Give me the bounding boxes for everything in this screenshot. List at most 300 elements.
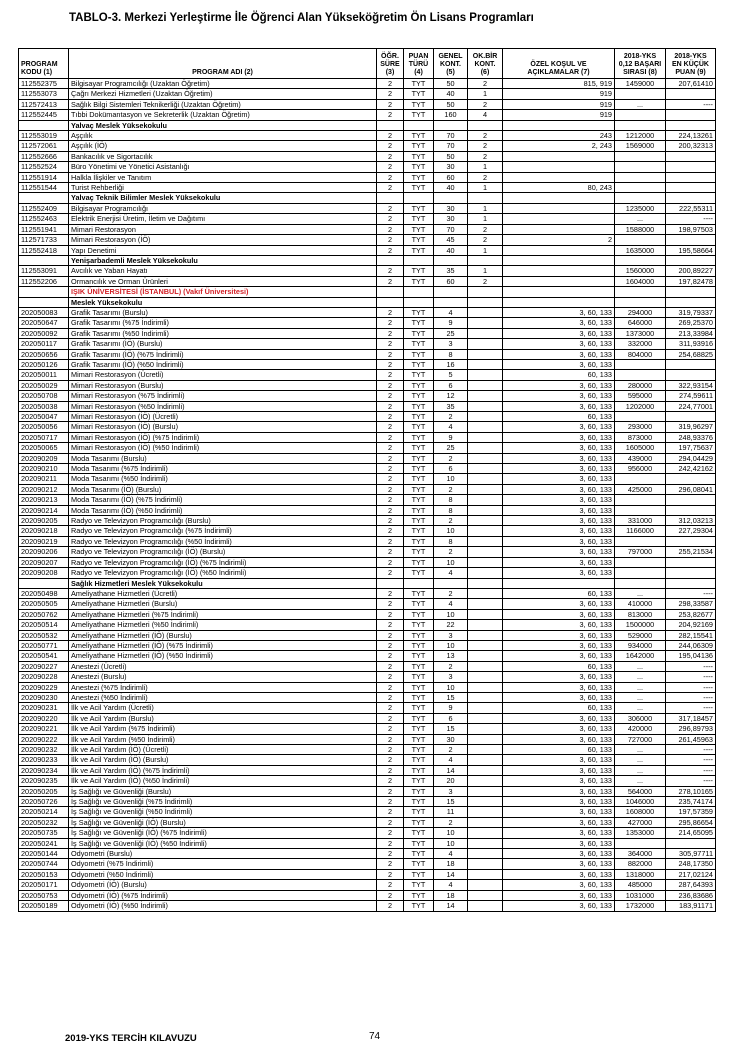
school-first-quota-cell [468,495,503,505]
success-rank-cell: 1500000 [615,620,666,630]
table-row [19,141,716,151]
special-conditions-cell [503,162,615,172]
table-row [19,869,716,879]
program-name-cell: Ameliyathane Hizmetleri (İÖ) (%75 İndirimli) [69,640,377,650]
success-rank-cell: 331000 [615,516,666,526]
program-name-cell: Mimari Restorasyon (%50 İndirimli) [69,401,377,411]
score-type-cell: TYT [404,99,434,109]
program-code-cell: 202090211 [19,474,69,484]
section-code-cell [19,255,69,265]
table-row [19,859,716,869]
duration-cell: 2 [377,880,404,890]
score-type-cell: TYT [404,276,434,286]
program-name-cell: Grafik Tasarımı (İÖ) (Burslu) [69,339,377,349]
success-rank-cell: 410000 [615,599,666,609]
school-name: Sağlık Hizmetleri Meslek Yüksekokulu [69,578,377,588]
special-conditions-cell: 80, 243 [503,183,615,193]
min-score-cell: 227,29304 [666,526,716,536]
min-score-cell: 244,06309 [666,640,716,650]
header-success-rank: 2018-YKS 0,12 BAŞARI SIRASI (8) [615,49,666,79]
min-score-cell: ---- [666,765,716,775]
program-code-cell: 202090235 [19,776,69,786]
section-empty-cell [615,297,666,307]
school-first-quota-cell [468,838,503,848]
program-name-cell: Moda Tasarımı (Burslu) [69,453,377,463]
min-score-cell: 198,97503 [666,224,716,234]
general-quota-cell: 40 [434,245,468,255]
score-type-cell: TYT [404,214,434,224]
min-score-cell: 319,79337 [666,307,716,317]
school-first-quota-cell [468,692,503,702]
section-empty-cell [468,578,503,588]
program-code-cell: 202050771 [19,640,69,650]
success-rank-cell: 1732000 [615,901,666,911]
duration-cell: 2 [377,349,404,359]
special-conditions-cell: 3, 60, 133 [503,776,615,786]
program-name-cell: Odyometri (%50 İndirimli) [69,869,377,879]
program-code-cell: 202090213 [19,495,69,505]
program-name-cell: Sağlık Bilgi Sistemleri Teknikerliği (Uzaktan Öğretim) [69,99,377,109]
special-conditions-cell: 3, 60, 133 [503,318,615,328]
general-quota-cell: 4 [434,849,468,859]
score-type-cell: TYT [404,401,434,411]
duration-cell: 2 [377,599,404,609]
program-name-cell: Ameliyathane Hizmetleri (İÖ) (%50 İndirimli) [69,651,377,661]
success-rank-cell: 1635000 [615,245,666,255]
table-row [19,89,716,99]
table-row [19,214,716,224]
school-first-quota-cell [468,412,503,422]
table-row [19,599,716,609]
score-type-cell: TYT [404,557,434,567]
success-rank-cell: 1569000 [615,141,666,151]
program-code-cell: 202090231 [19,703,69,713]
general-quota-cell: 15 [434,692,468,702]
duration-cell: 2 [377,859,404,869]
general-quota-cell: 10 [434,682,468,692]
success-rank-cell: 934000 [615,640,666,650]
program-name-cell: Moda Tasarımı (%75 İndirimli) [69,464,377,474]
program-code-cell: 202090230 [19,692,69,702]
success-rank-cell: ... [615,755,666,765]
duration-cell: 2 [377,453,404,463]
section-empty-cell [468,297,503,307]
min-score-cell: ---- [666,703,716,713]
header-school-first-quota: OK.BİR KONT. (6) [468,49,503,79]
table-row [19,703,716,713]
program-code-cell: 202050532 [19,630,69,640]
table-row [19,672,716,682]
duration-cell: 2 [377,224,404,234]
special-conditions-cell: 2, 243 [503,141,615,151]
duration-cell: 2 [377,557,404,567]
score-type-cell: TYT [404,464,434,474]
program-name-cell: Odyometri (İÖ) (%75 İndirimli) [69,890,377,900]
school-first-quota-cell: 2 [468,141,503,151]
duration-cell: 2 [377,890,404,900]
success-rank-cell: 882000 [615,859,666,869]
program-name-cell: İlk ve Acil Yardım (%75 İndirimli) [69,724,377,734]
general-quota-cell: 6 [434,713,468,723]
school-first-quota-cell: 1 [468,203,503,213]
program-name-cell: Grafik Tasarımı (İÖ) (%75 İndirimli) [69,349,377,359]
section-empty-cell [434,297,468,307]
program-code-cell: 202050189 [19,901,69,911]
success-rank-cell: ... [615,745,666,755]
duration-cell: 2 [377,828,404,838]
program-code-cell: 112552445 [19,110,69,120]
score-type-cell: TYT [404,807,434,817]
success-rank-cell: 306000 [615,713,666,723]
program-code-cell: 112551544 [19,183,69,193]
section-empty-cell [666,120,716,130]
min-score-cell: 200,32313 [666,141,716,151]
min-score-cell [666,474,716,484]
success-rank-cell: 646000 [615,318,666,328]
duration-cell: 2 [377,99,404,109]
duration-cell: 2 [377,734,404,744]
general-quota-cell: 2 [434,412,468,422]
school-first-quota-cell [468,359,503,369]
program-code-cell: 202050762 [19,609,69,619]
general-quota-cell: 50 [434,151,468,161]
program-code-cell: 202050541 [19,651,69,661]
special-conditions-cell: 3, 60, 133 [503,422,615,432]
table-row [19,318,716,328]
score-type-cell: TYT [404,307,434,317]
general-quota-cell: 5 [434,370,468,380]
duration-cell: 2 [377,318,404,328]
school-first-quota-cell [468,640,503,650]
section-empty-cell [615,578,666,588]
program-code-cell: 202090227 [19,661,69,671]
program-name-cell: Moda Tasarımı (İÖ) (Burslu) [69,484,377,494]
school-first-quota-cell [468,557,503,567]
table-row [19,817,716,827]
success-rank-cell: 427000 [615,817,666,827]
min-score-cell: 319,96297 [666,422,716,432]
program-name-cell: İlk ve Acil Yardım (%50 İndirimli) [69,734,377,744]
section-empty-cell [468,255,503,265]
table-row [19,235,716,245]
table-row [19,401,716,411]
duration-cell: 2 [377,151,404,161]
special-conditions-cell: 3, 60, 133 [503,620,615,630]
success-rank-cell: 280000 [615,380,666,390]
special-conditions-cell: 3, 60, 133 [503,765,615,775]
special-conditions-cell: 3, 60, 133 [503,692,615,702]
program-code-cell: 202050647 [19,318,69,328]
section-empty-cell [404,578,434,588]
program-name-cell: Ameliyathane Hizmetleri (İÖ) (Burslu) [69,630,377,640]
min-score-cell: 195,04136 [666,651,716,661]
school-header-row [19,297,716,307]
program-name-cell: Moda Tasarımı (%50 İndirimli) [69,474,377,484]
section-empty-cell [615,287,666,297]
duration-cell: 2 [377,183,404,193]
duration-cell: 2 [377,651,404,661]
duration-cell: 2 [377,131,404,141]
program-code-cell: 202090222 [19,734,69,744]
program-name-cell: Bilgisayar Programcılığı (Uzaktan Öğretim) [69,79,377,89]
program-code-cell: 112552375 [19,79,69,89]
table-row [19,640,716,650]
special-conditions-cell: 3, 60, 133 [503,484,615,494]
program-code-cell: 202050011 [19,370,69,380]
table-row [19,568,716,578]
section-empty-cell [377,297,404,307]
success-rank-cell: 1608000 [615,807,666,817]
section-empty-cell [615,193,666,203]
program-name-cell: Mimari Restorasyon (%75 İndirimli) [69,391,377,401]
table-row [19,380,716,390]
special-conditions-cell [503,151,615,161]
school-first-quota-cell [468,755,503,765]
section-empty-cell [503,297,615,307]
success-rank-cell [615,838,666,848]
general-quota-cell: 160 [434,110,468,120]
table-row [19,828,716,838]
score-type-cell: TYT [404,484,434,494]
school-first-quota-cell: 2 [468,172,503,182]
program-code-cell: 202090221 [19,724,69,734]
program-code-cell: 202050717 [19,432,69,442]
program-name-cell: Mimari Restorasyon (İÖ) (%50 İndirimli) [69,443,377,453]
special-conditions-cell: 3, 60, 133 [503,755,615,765]
score-type-cell: TYT [404,328,434,338]
min-score-cell: 236,83686 [666,890,716,900]
score-type-cell: TYT [404,745,434,755]
program-code-cell: 202090207 [19,557,69,567]
program-code-cell: 112552463 [19,214,69,224]
duration-cell: 2 [377,724,404,734]
section-empty-cell [468,287,503,297]
min-score-cell: 217,02124 [666,869,716,879]
program-code-cell: 202050056 [19,422,69,432]
table-row [19,276,716,286]
section-empty-cell [434,193,468,203]
program-name-cell: Bankacılık ve Sigortacılık [69,151,377,161]
program-name-cell: Bilgisayar Programcılığı [69,203,377,213]
min-score-cell: 207,61410 [666,79,716,89]
table-row [19,110,716,120]
program-code-cell: 112552418 [19,245,69,255]
school-first-quota-cell [468,661,503,671]
general-quota-cell: 4 [434,307,468,317]
special-conditions-cell: 3, 60, 133 [503,464,615,474]
min-score-cell: 305,97711 [666,849,716,859]
special-conditions-cell: 60, 133 [503,745,615,755]
table-row [19,79,716,89]
success-rank-cell: 1605000 [615,443,666,453]
special-conditions-cell: 3, 60, 133 [503,557,615,567]
general-quota-cell: 15 [434,797,468,807]
table-row [19,620,716,630]
school-first-quota-cell [468,505,503,515]
general-quota-cell: 10 [434,838,468,848]
score-type-cell: TYT [404,797,434,807]
table-row [19,609,716,619]
duration-cell: 2 [377,110,404,120]
success-rank-cell: 1604000 [615,276,666,286]
section-empty-cell [666,578,716,588]
program-code-cell: 112552206 [19,276,69,286]
school-first-quota-cell: 4 [468,110,503,120]
table-row [19,713,716,723]
duration-cell: 2 [377,79,404,89]
success-rank-cell: 439000 [615,453,666,463]
table-row [19,651,716,661]
program-name-cell: Moda Tasarımı (İÖ) (%50 İndirimli) [69,505,377,515]
header-program-name: PROGRAM ADI (2) [69,49,377,79]
general-quota-cell: 14 [434,765,468,775]
min-score-cell [666,495,716,505]
general-quota-cell: 6 [434,464,468,474]
score-type-cell: TYT [404,901,434,911]
program-name-cell: Mimari Restorasyon (Burslu) [69,380,377,390]
min-score-cell: 282,15541 [666,630,716,640]
duration-cell: 2 [377,516,404,526]
general-quota-cell: 12 [434,391,468,401]
section-empty-cell [615,120,666,130]
school-first-quota-cell [468,536,503,546]
program-code-cell: 202050038 [19,401,69,411]
special-conditions-cell: 3, 60, 133 [503,359,615,369]
section-empty-cell [468,193,503,203]
table-row [19,505,716,515]
general-quota-cell: 10 [434,526,468,536]
program-name-cell: Mimari Restorasyon (Ücretli) [69,370,377,380]
school-first-quota-cell [468,474,503,484]
duration-cell: 2 [377,609,404,619]
duration-cell: 2 [377,838,404,848]
header-min-score: 2018-YKS EN KÜÇÜK PUAN (9) [666,49,716,79]
min-score-cell: 197,57359 [666,807,716,817]
school-first-quota-cell [468,734,503,744]
success-rank-cell: 1353000 [615,828,666,838]
program-code-cell: 202050144 [19,849,69,859]
success-rank-cell [615,235,666,245]
min-score-cell [666,162,716,172]
score-type-cell: TYT [404,724,434,734]
duration-cell: 2 [377,869,404,879]
school-first-quota-cell: 2 [468,131,503,141]
special-conditions-cell: 3, 60, 133 [503,526,615,536]
duration-cell: 2 [377,703,404,713]
program-name-cell: İş Sağlığı ve Güvenliği (İÖ) (%75 İndirimli) [69,828,377,838]
program-name-cell: Mimari Restorasyon [69,224,377,234]
table-row [19,547,716,557]
general-quota-cell: 50 [434,79,468,89]
table-row [19,349,716,359]
general-quota-cell: 3 [434,786,468,796]
general-quota-cell: 14 [434,869,468,879]
duration-cell: 2 [377,391,404,401]
program-code-cell: 202090232 [19,745,69,755]
table-row [19,516,716,526]
success-rank-cell: 1560000 [615,266,666,276]
school-first-quota-cell: 2 [468,224,503,234]
success-rank-cell: 1212000 [615,131,666,141]
section-empty-cell [615,255,666,265]
school-first-quota-cell [468,745,503,755]
special-conditions-cell: 60, 133 [503,703,615,713]
score-type-cell: TYT [404,568,434,578]
program-name-cell: Aşçılık [69,131,377,141]
school-first-quota-cell: 1 [468,245,503,255]
score-type-cell: TYT [404,588,434,598]
school-first-quota-cell [468,380,503,390]
table-row [19,838,716,848]
school-first-quota-cell: 1 [468,162,503,172]
school-first-quota-cell: 2 [468,99,503,109]
general-quota-cell: 2 [434,745,468,755]
footer-guide-title: 2019-YKS TERCİH KILAVUZU [65,1033,197,1044]
success-rank-cell: ... [615,588,666,598]
duration-cell: 2 [377,849,404,859]
table-row [19,162,716,172]
duration-cell: 2 [377,797,404,807]
success-rank-cell: ... [615,661,666,671]
min-score-cell [666,412,716,422]
table-body [19,79,716,912]
special-conditions-cell: 3, 60, 133 [503,599,615,609]
duration-cell: 2 [377,672,404,682]
section-empty-cell [666,193,716,203]
min-score-cell: 253,82677 [666,609,716,619]
duration-cell: 2 [377,547,404,557]
success-rank-cell: 797000 [615,547,666,557]
min-score-cell: 311,93916 [666,339,716,349]
general-quota-cell: 40 [434,89,468,99]
general-quota-cell: 16 [434,359,468,369]
program-code-cell: 202050708 [19,391,69,401]
program-code-cell: 202090219 [19,536,69,546]
duration-cell: 2 [377,536,404,546]
general-quota-cell: 6 [434,380,468,390]
general-quota-cell: 4 [434,599,468,609]
table-row [19,328,716,338]
duration-cell: 2 [377,370,404,380]
section-empty-cell [503,287,615,297]
program-code-cell: 202090206 [19,547,69,557]
table-row [19,224,716,234]
program-name-cell: Tıbbi Dokümantasyon ve Sekreterlik (Uzaktan Öğretim) [69,110,377,120]
min-score-cell: 287,64393 [666,880,716,890]
score-type-cell: TYT [404,370,434,380]
program-name-cell: Elektrik Enerjisi Üretim, İletim ve Dağıtımı [69,214,377,224]
program-code-cell: 112571733 [19,235,69,245]
success-rank-cell [615,370,666,380]
school-first-quota-cell: 1 [468,214,503,224]
program-name-cell: Grafik Tasarımı (%75 İndirimli) [69,318,377,328]
program-code-cell: 112552666 [19,151,69,161]
program-name-cell: Aşçılık (İÖ) [69,141,377,151]
program-name-cell: Anestezi (%50 İndirimli) [69,692,377,702]
general-quota-cell: 30 [434,214,468,224]
score-type-cell: TYT [404,703,434,713]
min-score-cell [666,557,716,567]
general-quota-cell: 18 [434,859,468,869]
table-row [19,786,716,796]
score-type-cell: TYT [404,339,434,349]
duration-cell: 2 [377,568,404,578]
special-conditions-cell: 3, 60, 133 [503,453,615,463]
program-name-cell: Anestezi (Ücretli) [69,661,377,671]
section-empty-cell [377,578,404,588]
program-code-cell: 112552409 [19,203,69,213]
school-first-quota-cell [468,828,503,838]
